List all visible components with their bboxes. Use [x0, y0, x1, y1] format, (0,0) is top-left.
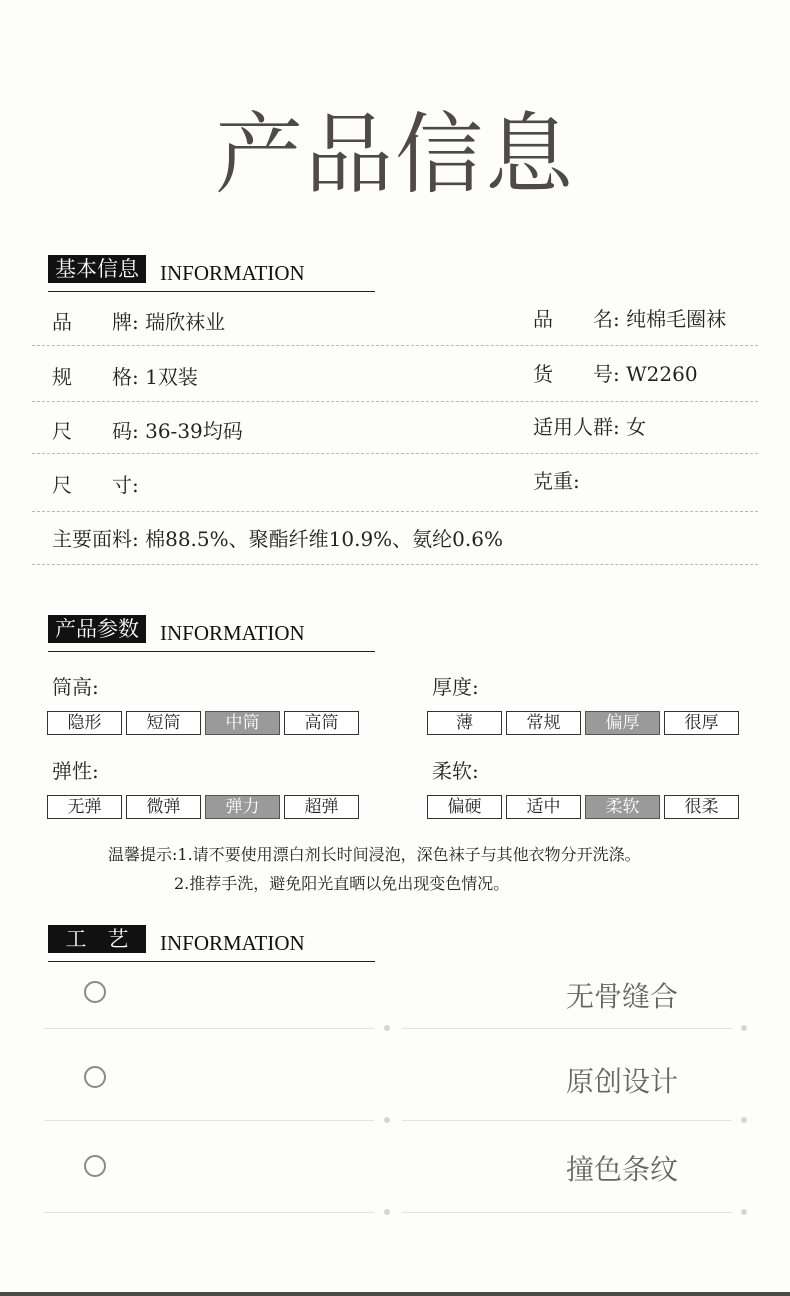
dot-icon: [384, 1025, 390, 1031]
param-options-thickness: [427, 711, 739, 735]
param-label-softness: 柔软:: [432, 759, 479, 783]
param-option: 偏硬: [427, 795, 502, 819]
param-option-selected: 弹力: [205, 795, 280, 819]
dim-key-1: 尺: [52, 473, 72, 497]
bottom-bar: [0, 1292, 790, 1296]
param-option: 无弹: [47, 795, 122, 819]
param-option: 适中: [506, 795, 581, 819]
spec-key-2: 格:: [112, 365, 139, 389]
basic-info-en: INFORMATION: [160, 261, 305, 285]
material-key: 主要面料:: [52, 527, 139, 551]
craft-tag: 工 艺: [48, 925, 146, 953]
sku-key-1: 货: [533, 362, 553, 386]
sku-key-2: 号:: [593, 362, 620, 386]
params-en: INFORMATION: [160, 621, 305, 645]
param-option: 薄: [427, 711, 502, 735]
care-tip-1: 温馨提示:1.请不要使用漂白剂长时间浸泡，深色袜子与其他衣物分开洗涤。: [108, 845, 641, 864]
param-label-elasticity: 弹性:: [52, 759, 99, 783]
param-options-elasticity: [47, 795, 359, 819]
divider: [32, 453, 758, 454]
craft-divider: [402, 1028, 732, 1029]
brand-row: [52, 308, 225, 336]
page-title: 产品信息: [214, 103, 575, 206]
divider: [32, 564, 758, 565]
divider: [32, 345, 758, 346]
param-option: 高筒: [284, 711, 359, 735]
craft-divider: [402, 1212, 732, 1213]
craft-en: INFORMATION: [160, 931, 305, 955]
dot-icon: [741, 1209, 747, 1215]
dot-icon: [741, 1117, 747, 1123]
circle-icon: [84, 981, 106, 1003]
param-option: 很柔: [664, 795, 739, 819]
basic-info-tag: 基本信息: [48, 255, 146, 283]
brand-value: 瑞欣袜业: [145, 310, 226, 334]
crowd-key: 适用人群:: [533, 415, 620, 439]
param-option-selected: 柔软: [585, 795, 660, 819]
param-option: 隐形: [47, 711, 122, 735]
size-key-1: 尺: [52, 419, 72, 443]
param-option: 短筒: [126, 711, 201, 735]
dimension-row: [52, 471, 139, 499]
param-options-softness: [427, 795, 739, 819]
size-row: [52, 417, 243, 445]
param-option-selected: 中筒: [205, 711, 280, 735]
spec-row: [52, 363, 198, 391]
craft-divider: [44, 1120, 374, 1121]
circle-icon: [84, 1155, 106, 1177]
dot-icon: [741, 1025, 747, 1031]
craft-item: 原创设计: [566, 1065, 679, 1098]
craft-divider: [402, 1120, 732, 1121]
size-value: 36-39均码: [145, 419, 243, 443]
weight-key: 克重:: [533, 469, 580, 493]
circle-icon: [84, 1066, 106, 1088]
spec-value: 1双装: [145, 365, 198, 389]
size-key-2: 码:: [112, 419, 139, 443]
param-label-thickness: 厚度:: [432, 675, 479, 699]
craft-divider: [44, 1212, 374, 1213]
name-value: 纯棉毛圈袜: [626, 307, 727, 331]
crowd-value: 女: [626, 415, 647, 439]
params-tag: 产品参数: [48, 615, 146, 643]
param-option: 超弹: [284, 795, 359, 819]
dot-icon: [384, 1209, 390, 1215]
param-option-selected: 偏厚: [585, 711, 660, 735]
product-name-row: [533, 305, 726, 333]
brand-key-2: 牌:: [112, 310, 139, 334]
sku-value: W2260: [626, 362, 698, 386]
param-options-tube-height: [47, 711, 359, 735]
param-label-tube-height: 筒高:: [52, 675, 99, 699]
name-key-1: 品: [533, 307, 553, 331]
material-value: 棉88.5%、聚酯纤维10.9%、氨纶0.6%: [145, 527, 503, 551]
craft-item: 撞色条纹: [566, 1153, 679, 1186]
name-key-2: 名:: [593, 307, 620, 331]
divider: [32, 511, 758, 512]
care-tip-2: 2.推荐手洗，避免阳光直晒以免出现变色情况。: [174, 874, 510, 893]
param-option: 常规: [506, 711, 581, 735]
crowd-row: [533, 413, 646, 441]
param-option: 很厚: [664, 711, 739, 735]
spec-key-1: 规: [52, 365, 72, 389]
dot-icon: [384, 1117, 390, 1123]
basic-info-header: [48, 255, 375, 292]
craft-divider: [44, 1028, 374, 1029]
dim-key-2: 寸:: [112, 473, 139, 497]
param-option: 微弹: [126, 795, 201, 819]
brand-key-1: 品: [52, 310, 72, 334]
craft-item: 无骨缝合: [566, 980, 679, 1013]
weight-row: [533, 467, 580, 495]
craft-header: [48, 925, 375, 962]
divider: [32, 401, 758, 402]
sku-row: [533, 360, 698, 388]
params-header: [48, 615, 375, 652]
material-row: [52, 525, 503, 553]
